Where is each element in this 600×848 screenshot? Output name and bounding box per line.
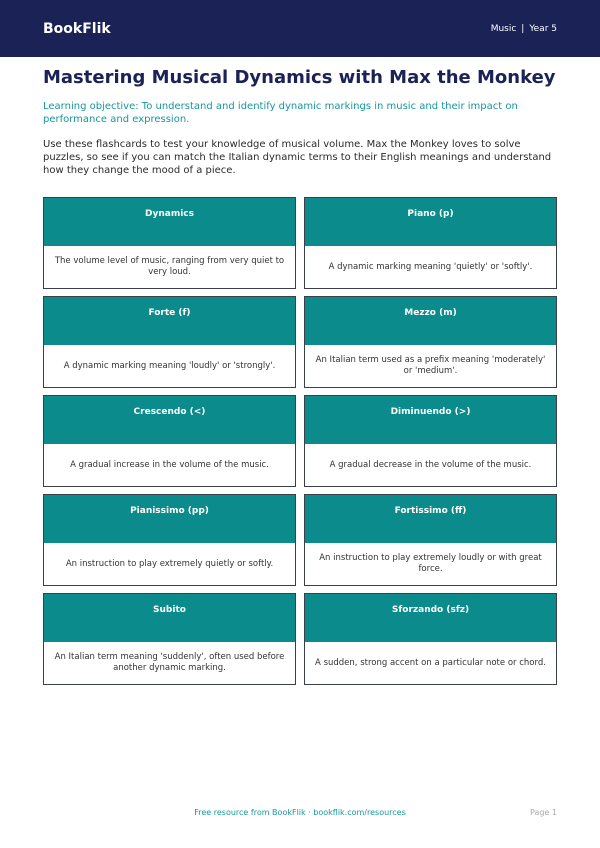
subject-label: Music	[490, 23, 517, 34]
flashcard-term: Piano (p)	[305, 198, 556, 246]
flashcard	[304, 593, 557, 685]
flashcard-definition: A sudden, strong accent on a particular note or chord.	[315, 657, 546, 668]
flashcard-definition: An instruction to play extremely loudly or with great force.	[319, 553, 542, 574]
header-separator: |	[521, 23, 525, 34]
header-context	[491, 24, 557, 34]
flashcard-term: Pianissimo (pp)	[44, 495, 295, 543]
flashcard-definition: A gradual increase in the volume of the music.	[70, 459, 269, 470]
year-label: Year 5	[529, 23, 557, 34]
flashcard-definition: An Italian term meaning 'suddenly', often used before another dynamic marking.	[54, 652, 285, 673]
flashcard	[43, 395, 296, 487]
flashcard-term: Dynamics	[44, 198, 295, 246]
flashcard	[304, 296, 557, 388]
flashcard-definition: The volume level of music, ranging from very quiet to very loud.	[54, 256, 285, 277]
flashcard-definition: An Italian term used as a prefix meaning 'moderately' or 'medium'.	[315, 355, 546, 376]
flashcard-definition: A gradual decrease in the volume of the music.	[329, 459, 532, 470]
intro-text: Use these flashcards to test your knowledge of musical volume. Max the Monkey loves to solve puzzles, so see if you can match the Italian dynamic terms to their English meanings and understand how they change the mood of a piece.	[43, 139, 552, 176]
flashcard-term: Forte (f)	[44, 297, 295, 345]
flashcard-term: Fortissimo (ff)	[305, 495, 556, 543]
flashcard	[304, 494, 557, 586]
flashcard-term: Crescendo (<)	[44, 396, 295, 444]
flashcard-definition: A dynamic marking meaning 'loudly' or 'strongly'.	[63, 360, 276, 371]
page-header	[0, 0, 600, 57]
flashcard	[43, 593, 296, 685]
flashcard-definition: A dynamic marking meaning 'quietly' or 'softly'.	[328, 261, 533, 272]
flashcard	[43, 494, 296, 586]
flashcard	[304, 197, 557, 289]
footer-resource-link[interactable]: Free resource from BookFlik · bookflik.com/resources	[194, 808, 406, 817]
flashcard-term: Diminuendo (>)	[305, 396, 556, 444]
page-title: Mastering Musical Dynamics with Max the Monkey	[43, 67, 556, 88]
flashcard-term: Sforzando (sfz)	[305, 594, 556, 642]
flashcard-definition: An instruction to play extremely quietly or softly.	[65, 558, 274, 569]
flashcard	[43, 296, 296, 388]
page-number: Page 1	[530, 808, 557, 817]
flashcard	[304, 395, 557, 487]
flashcard-term: Mezzo (m)	[305, 297, 556, 345]
flashcard	[43, 197, 296, 289]
flashcard-grid	[43, 197, 557, 685]
brand-logo[interactable]: BookFlik	[43, 20, 111, 37]
flashcard-term: Subito	[44, 594, 295, 642]
learning-objective: Learning objective: To understand and identify dynamic markings in music and their impact on performance and expression.	[43, 101, 518, 125]
